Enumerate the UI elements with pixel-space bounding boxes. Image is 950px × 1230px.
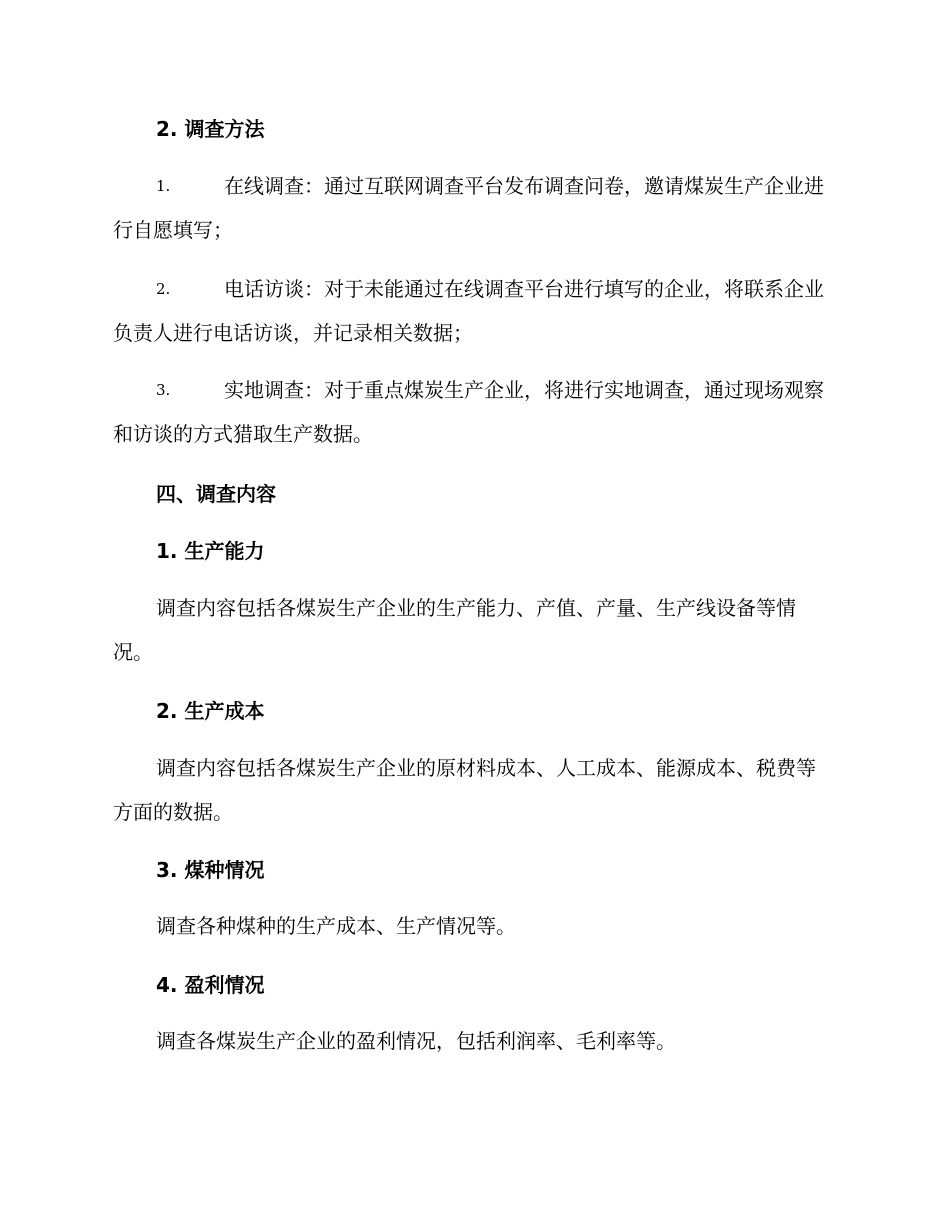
- list-text: 电话访谈：对于未能通过在线调查平台进行填写的企业，将联系企业负责人进行电话访谈，并记录相关数据；: [113, 277, 824, 345]
- paragraph: 调查各种煤种的生产成本、生产情况等。: [156, 914, 516, 938]
- list-text: 实地调查：对于重点煤炭生产企业，将进行实地调查，通过现场观察和访谈的方式猎取生产数据。: [113, 378, 824, 446]
- list-number: 2.: [156, 280, 171, 298]
- subsection-heading: 4. 盈利情况: [156, 973, 265, 997]
- list-item: [113, 267, 833, 355]
- section-heading-survey-method: 2. 调查方法: [156, 117, 265, 141]
- list-item: [113, 164, 833, 252]
- subsection-heading: 1. 生产能力: [156, 539, 265, 563]
- list-item: [113, 368, 833, 456]
- paragraph: 调查各煤炭生产企业的盈利情况，包括利润率、毛利率等。: [156, 1029, 676, 1053]
- subsection-heading: 3. 煤种情况: [156, 858, 265, 882]
- list-number: 1.: [156, 177, 171, 195]
- section-heading-survey-content: 四、调查内容: [156, 482, 276, 506]
- paragraph: 调查内容包括各煤炭生产企业的原材料成本、人工成本、能源成本、税费等方面的数据。: [113, 756, 816, 824]
- list-number: 3.: [156, 381, 171, 399]
- subsection-heading: 2. 生产成本: [156, 699, 265, 723]
- paragraph: 调查内容包括各煤炭生产企业的生产能力、产值、产量、生产线设备等情况。: [113, 596, 796, 664]
- list-text: 在线调查：通过互联网调查平台发布调查问卷，邀请煤炭生产企业进行自愿填写；: [113, 174, 824, 242]
